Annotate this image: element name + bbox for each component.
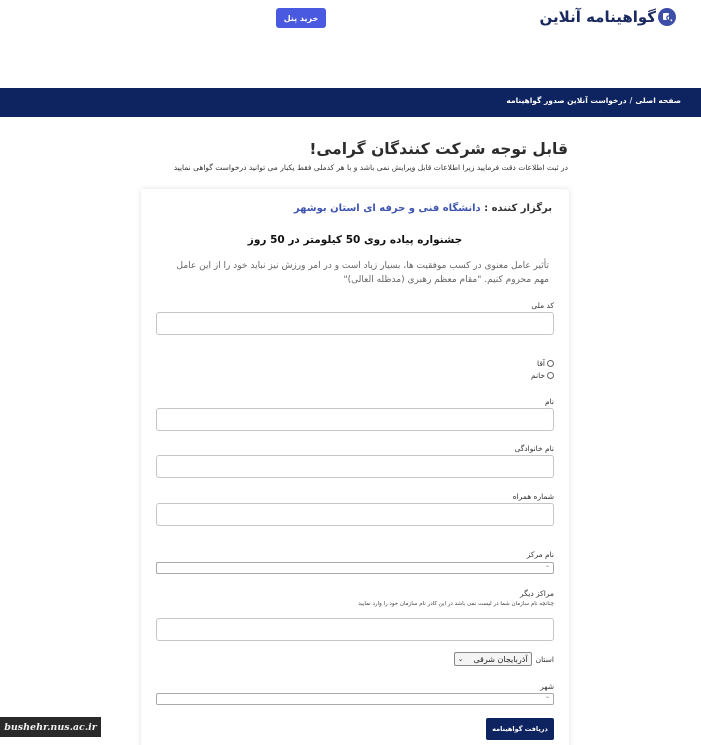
gender-female-option[interactable] (531, 371, 554, 380)
other-centers-input[interactable] (156, 618, 554, 641)
center-name-select[interactable] (156, 562, 554, 574)
chevron-down-icon: ⌄ (457, 655, 464, 663)
breadcrumb-current: درخواست آنلاین صدور گواهینامه (506, 96, 627, 105)
logo-text: گواهینامه آنلاین (539, 8, 656, 26)
gender-male-radio[interactable] (547, 360, 554, 367)
gender-female-radio[interactable] (547, 372, 554, 379)
province-label: استان (535, 654, 554, 664)
other-centers-label: مراکز دیگر (519, 589, 554, 598)
last-name-label: نام خانوادگی (514, 444, 554, 453)
chevron-down-icon: ⌄ (544, 562, 550, 569)
breadcrumb-separator: / (629, 96, 633, 105)
first-name-input[interactable] (156, 408, 554, 431)
first-name-label: نام (544, 397, 554, 406)
other-centers-hint: چنانچه نام سازمان شما در لیست نمی باشد در این کادر نام سازمان خود را وارد نمایید (358, 601, 554, 607)
certificate-form-card (141, 189, 569, 745)
province-row (454, 652, 554, 666)
organizer-value: دانشگاه فنی و حرفه ای استان بوشهر (293, 203, 481, 214)
center-name-label: نام مرکز (526, 550, 554, 559)
site-watermark: bushehr.nus.ac.ir (0, 717, 101, 737)
page-title: قابل توجه شرکت کنندگان گرامی! (309, 140, 568, 158)
get-certificate-button[interactable]: دریافت گواهینامه (486, 718, 554, 740)
city-select[interactable] (156, 693, 554, 705)
organizer-label: برگزار کننده : (484, 203, 552, 214)
event-quote: تأثیر عامل معنوی در کسب موفقیت ها، بسیار زیاد است و در امر ورزش نیز نباید خود را از این عامل مهم محروم کنیم. "مقام معظم رهبری (مدظله العالی)" (176, 261, 549, 285)
event-title: جشنواره پیاده روی 50 کیلومتر در 50 روز (247, 234, 463, 246)
last-name-input[interactable] (156, 455, 554, 478)
province-select[interactable] (454, 652, 532, 666)
breadcrumb (506, 96, 681, 105)
organizer (294, 203, 552, 214)
certificate-search-icon (658, 8, 676, 26)
buy-panel-button[interactable]: خرید پنل (276, 8, 326, 28)
gender-male-label: آقا (537, 359, 545, 368)
chevron-down-icon: ⌄ (544, 693, 550, 700)
site-logo[interactable] (540, 8, 676, 26)
breadcrumb-home[interactable]: صفحه اصلی (635, 96, 681, 105)
city-label: شهر (540, 682, 554, 691)
national-code-input[interactable] (156, 312, 554, 335)
navbar (0, 88, 701, 117)
gender-female-label: خانم (530, 371, 545, 380)
page-subtitle: در ثبت اطلاعات دقت فرمایید زیرا اطلاعات قابل ویرایش نمی باشد و با هر کدملی فقط یکبار می توانید درخواست گواهی نمایید (173, 163, 568, 172)
mobile-input[interactable] (156, 503, 554, 526)
national-code-label: کد ملی (531, 301, 554, 310)
gender-male-option[interactable] (537, 359, 554, 368)
mobile-label: شماره همراه (512, 492, 554, 501)
province-value: آذربایجان شرقی (473, 654, 528, 664)
